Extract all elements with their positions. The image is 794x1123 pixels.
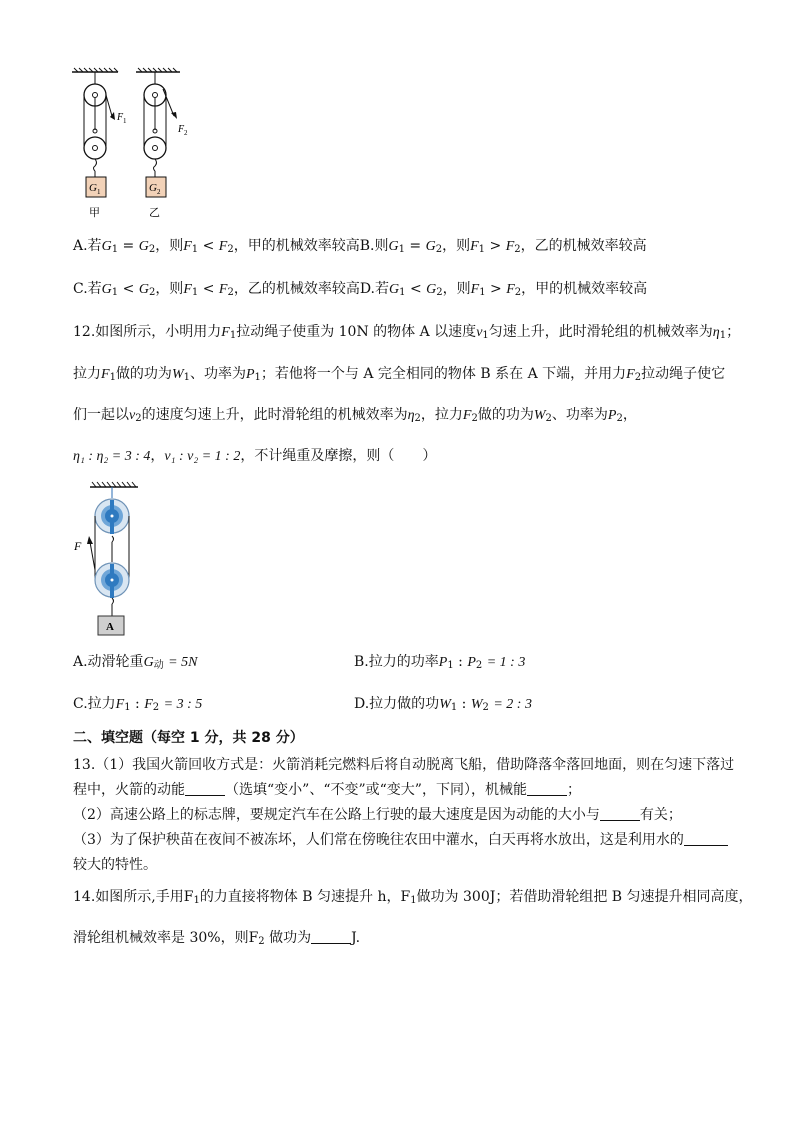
q13-line-5: 较大的特性。 bbox=[73, 857, 157, 873]
q13-blank-3[interactable] bbox=[600, 806, 640, 821]
section-title-fill-in: 二、填空题（每空 1 分，共 28 分） bbox=[73, 730, 304, 746]
movable-pulley-jia bbox=[84, 137, 106, 159]
svg-text:G: G bbox=[149, 182, 157, 194]
svg-text:G: G bbox=[89, 182, 97, 194]
q14-line-1: 14.如图所示,手用$F_1$的力直接将物体 B 匀速提升 h，$F_1$做功为 300J；若借助滑轮组把 B 匀速提升相同高度， bbox=[73, 889, 753, 906]
svg-text:乙: 乙 bbox=[149, 207, 160, 219]
q13-blank-1[interactable] bbox=[185, 781, 225, 796]
block-a-label: A bbox=[106, 621, 114, 633]
q12-line-2: 拉力$F_1$做的功为$W_1$、功率为$P_1$；若他将一个与 A 完全相同的物体 B 系在 A 下端，并用力$F_2$拉动绳子使它 bbox=[73, 366, 726, 383]
q14-blank[interactable] bbox=[311, 929, 351, 944]
svg-text:F: F bbox=[178, 124, 185, 135]
svg-text:1: 1 bbox=[123, 117, 127, 125]
movable-pulley-yi bbox=[144, 137, 166, 159]
q12-line-4: η₁ : η₂ = 3 : 4，v₁ : v₂ = 1 : 2，不计绳重及摩擦，则（ ） bbox=[73, 448, 437, 464]
q14-line-2: 滑轮组机械效率是 30%，则$F_2$ 做功为 J. bbox=[73, 930, 361, 947]
svg-text:2: 2 bbox=[157, 188, 161, 196]
q13-line-2: 程中，火箭的动能 （选填“变小”、“不变”或“变大”，下同），机械能 ； bbox=[73, 782, 581, 798]
q11-option-a-b: A.若$G_1 = G_2$，则$F_1 < F_2$，甲的机械效率较高B.则$G_1 = G_2$，则$F_1 > F_2$，乙的机械效率较高 bbox=[73, 238, 647, 255]
svg-text:1: 1 bbox=[97, 188, 101, 196]
pulley-figure-top bbox=[68, 64, 198, 224]
q13-blank-2[interactable] bbox=[527, 781, 567, 796]
q11-option-c-d: C.若$G_1 < G_2$，则$F_1 < F_2$，乙的机械效率较高D.若$G_1 < G_2$，则$F_1 > F_2$，甲的机械效率较高 bbox=[73, 281, 648, 298]
q12-option-b: B.拉力的功率$P_1$ : $P_2 = 1$ : 3 bbox=[354, 654, 526, 671]
force-label-f: F bbox=[74, 539, 82, 553]
q13-line-3: （2）高速公路上的标志牌，要规定汽车在公路上行驶的最大速度是因为动能的大小与 有关； bbox=[73, 807, 682, 823]
svg-text:2: 2 bbox=[184, 129, 188, 137]
q13-blank-4[interactable] bbox=[684, 831, 728, 846]
q12-option-c: C.拉力$F_1$ : $F_2 = 3$ : 5 bbox=[73, 696, 203, 713]
svg-text:甲: 甲 bbox=[89, 207, 100, 219]
q12-option-a: A.动滑轮重$G_动 = 5N$ bbox=[73, 654, 198, 671]
pulley-figure-q12 bbox=[70, 480, 150, 640]
q12-line-1: 12.如图所示，小明用力$F_1$拉动绳子使重为 10N 的物体 A 以速度$v_1$匀速上升，此时滑轮组的机械效率为$\eta_1$； bbox=[73, 324, 741, 341]
q12-line-3: 们一起以$v_2$的速度匀速上升，此时滑轮组的机械效率为$\eta_2$，拉力$F_2$做的功为$W_2$、功率为$P_2$， bbox=[73, 407, 637, 424]
q13-line-4: （3）为了保护秧苗在夜间不被冻坏，人们常在傍晚往农田中灌水，白天再将水放出，这是利用水的 bbox=[73, 830, 728, 850]
q13-line-1: 13.（1）我国火箭回收方式是：火箭消耗完燃料后将自动脱离飞船，借助降落伞落回地面，则在匀速下落过 bbox=[73, 757, 735, 773]
svg-text:F: F bbox=[117, 112, 124, 123]
q12-option-d: D.拉力做的功$W_1$ : $W_2 = 2$ : 3 bbox=[354, 696, 532, 713]
